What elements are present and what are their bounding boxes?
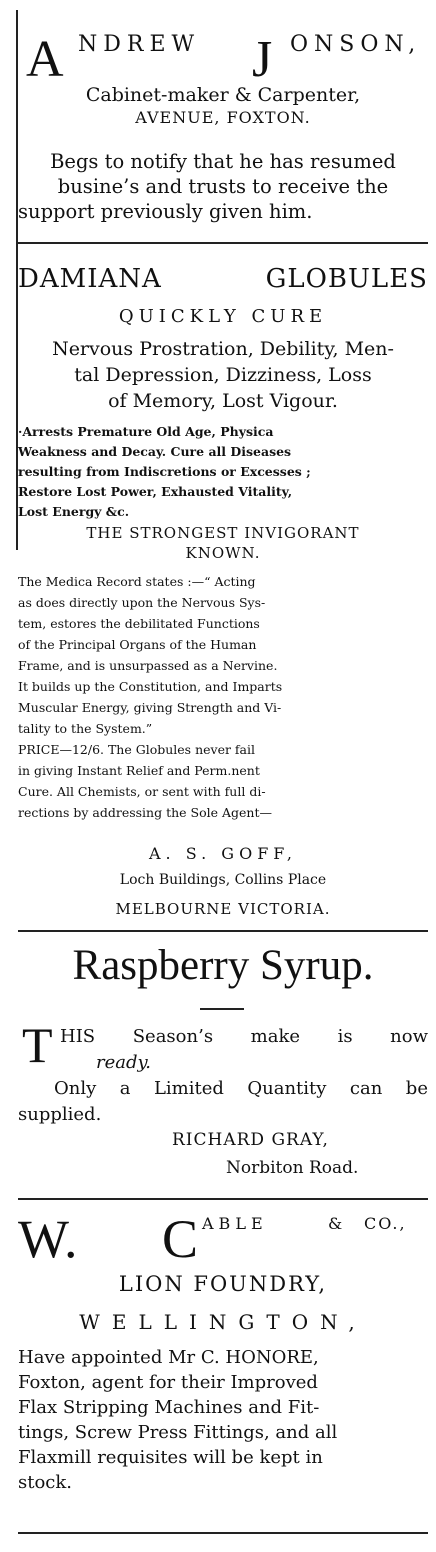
divider [18, 930, 428, 932]
body-line: Begs to notify that he has resumed [50, 150, 396, 173]
c-rest: ABLE [202, 1214, 268, 1233]
w-initial: W. [18, 1209, 78, 1269]
body-line: support previously given him. [18, 200, 313, 223]
condition-line: Nervous Prostration, Debility, Men- [52, 338, 394, 360]
title-initial-j: J [252, 31, 273, 88]
agent-address: Loch Buildings, Collins Place [119, 872, 327, 888]
para-line: resulting from Indiscretions or Excesses ; [18, 464, 311, 479]
line: supplied. [18, 1104, 102, 1125]
title-rest-j: ONSON, [290, 32, 422, 57]
divider [18, 1532, 428, 1534]
newspaper-column [12, 0, 430, 1552]
title-right: GLOBULES [265, 264, 428, 294]
price-line: Cure. All Chemists, or sent with full di- [18, 784, 266, 799]
divider [18, 1198, 428, 1200]
quote-line: Frame, and is unsurpassed as a Nervine. [18, 658, 278, 673]
price-line: rections by addressing the Sole Agent— [18, 805, 272, 820]
price-line: PRICE—12/6. The Globules never fail [18, 742, 255, 757]
body-line: Have appointed Mr C. HONORE, [18, 1347, 319, 1368]
body-line: stock. [18, 1472, 73, 1493]
city: WELLINGTON, [79, 1310, 367, 1334]
signer-address: Norbiton Road. [226, 1158, 359, 1178]
line: HIS Season’s make is now [60, 1026, 428, 1047]
heading-line: KNOWN. [185, 544, 261, 562]
quote-line: tality to the System.” [18, 721, 153, 736]
para-line: Weakness and Decay. Cure all Diseases [18, 444, 292, 459]
c-initial: C [162, 1209, 199, 1269]
title-initial-a: A [26, 31, 64, 88]
body-line: Flax Stripping Machines and Fit- [18, 1397, 320, 1418]
body-line: Foxton, agent for their Improved [18, 1372, 318, 1393]
quote-line: Muscular Energy, giving Strength and Vi- [18, 700, 282, 715]
condition-line: tal Depression, Dizziness, Loss [74, 364, 372, 386]
ampersand: & [328, 1214, 343, 1233]
line: Only a Limited Quantity can be [54, 1078, 428, 1099]
foundry: LION FOUNDRY, [118, 1272, 328, 1296]
line: ready. [96, 1052, 152, 1073]
body-line: Flaxmill requisites will be kept in [18, 1447, 323, 1468]
address: AVENUE, FOXTON. [135, 108, 311, 127]
body-line: busine’s and trusts to receive the [57, 175, 389, 198]
price-line: in giving Instant Relief and Perm.nent [18, 763, 260, 778]
agent-name: A. S. GOFF, [149, 844, 297, 863]
short-divider [200, 1008, 244, 1010]
title-rest-a: NDREW [78, 32, 201, 57]
title-left: DAMIANA [18, 264, 162, 294]
para-line: ·Arrests Premature Old Age, Physica [18, 424, 274, 439]
heading-line: THE STRONGEST INVIGORANT [86, 524, 360, 542]
quote-line: It builds up the Constitution, and Imparts [18, 679, 283, 694]
agent-city: MELBOURNE VICTORIA. [115, 900, 331, 918]
para-line: Lost Energy &c. [18, 504, 130, 519]
drop-cap: T [22, 1017, 53, 1073]
quote-line: as does directly upon the Nervous Sys- [18, 595, 266, 610]
trade: Cabinet-maker & Carpenter, [85, 84, 361, 106]
body-line: tings, Screw Press Fittings, and all [18, 1422, 338, 1443]
title: Raspberry Syrup. [72, 942, 374, 989]
subtitle: QUICKLY CURE [118, 306, 328, 327]
co: CO., [364, 1214, 407, 1233]
quote-line: of the Principal Organs of the Human [18, 637, 257, 652]
condition-line: of Memory, Lost Vigour. [108, 390, 338, 412]
signer: RICHARD GRAY, [172, 1130, 329, 1150]
para-line: Restore Lost Power, Exhausted Vitality, [18, 484, 293, 499]
quote-line: tem, estores the debilitated Functions [18, 616, 260, 631]
quote-line: The Medica Record states :—“ Acting [18, 574, 256, 589]
divider [18, 242, 428, 244]
